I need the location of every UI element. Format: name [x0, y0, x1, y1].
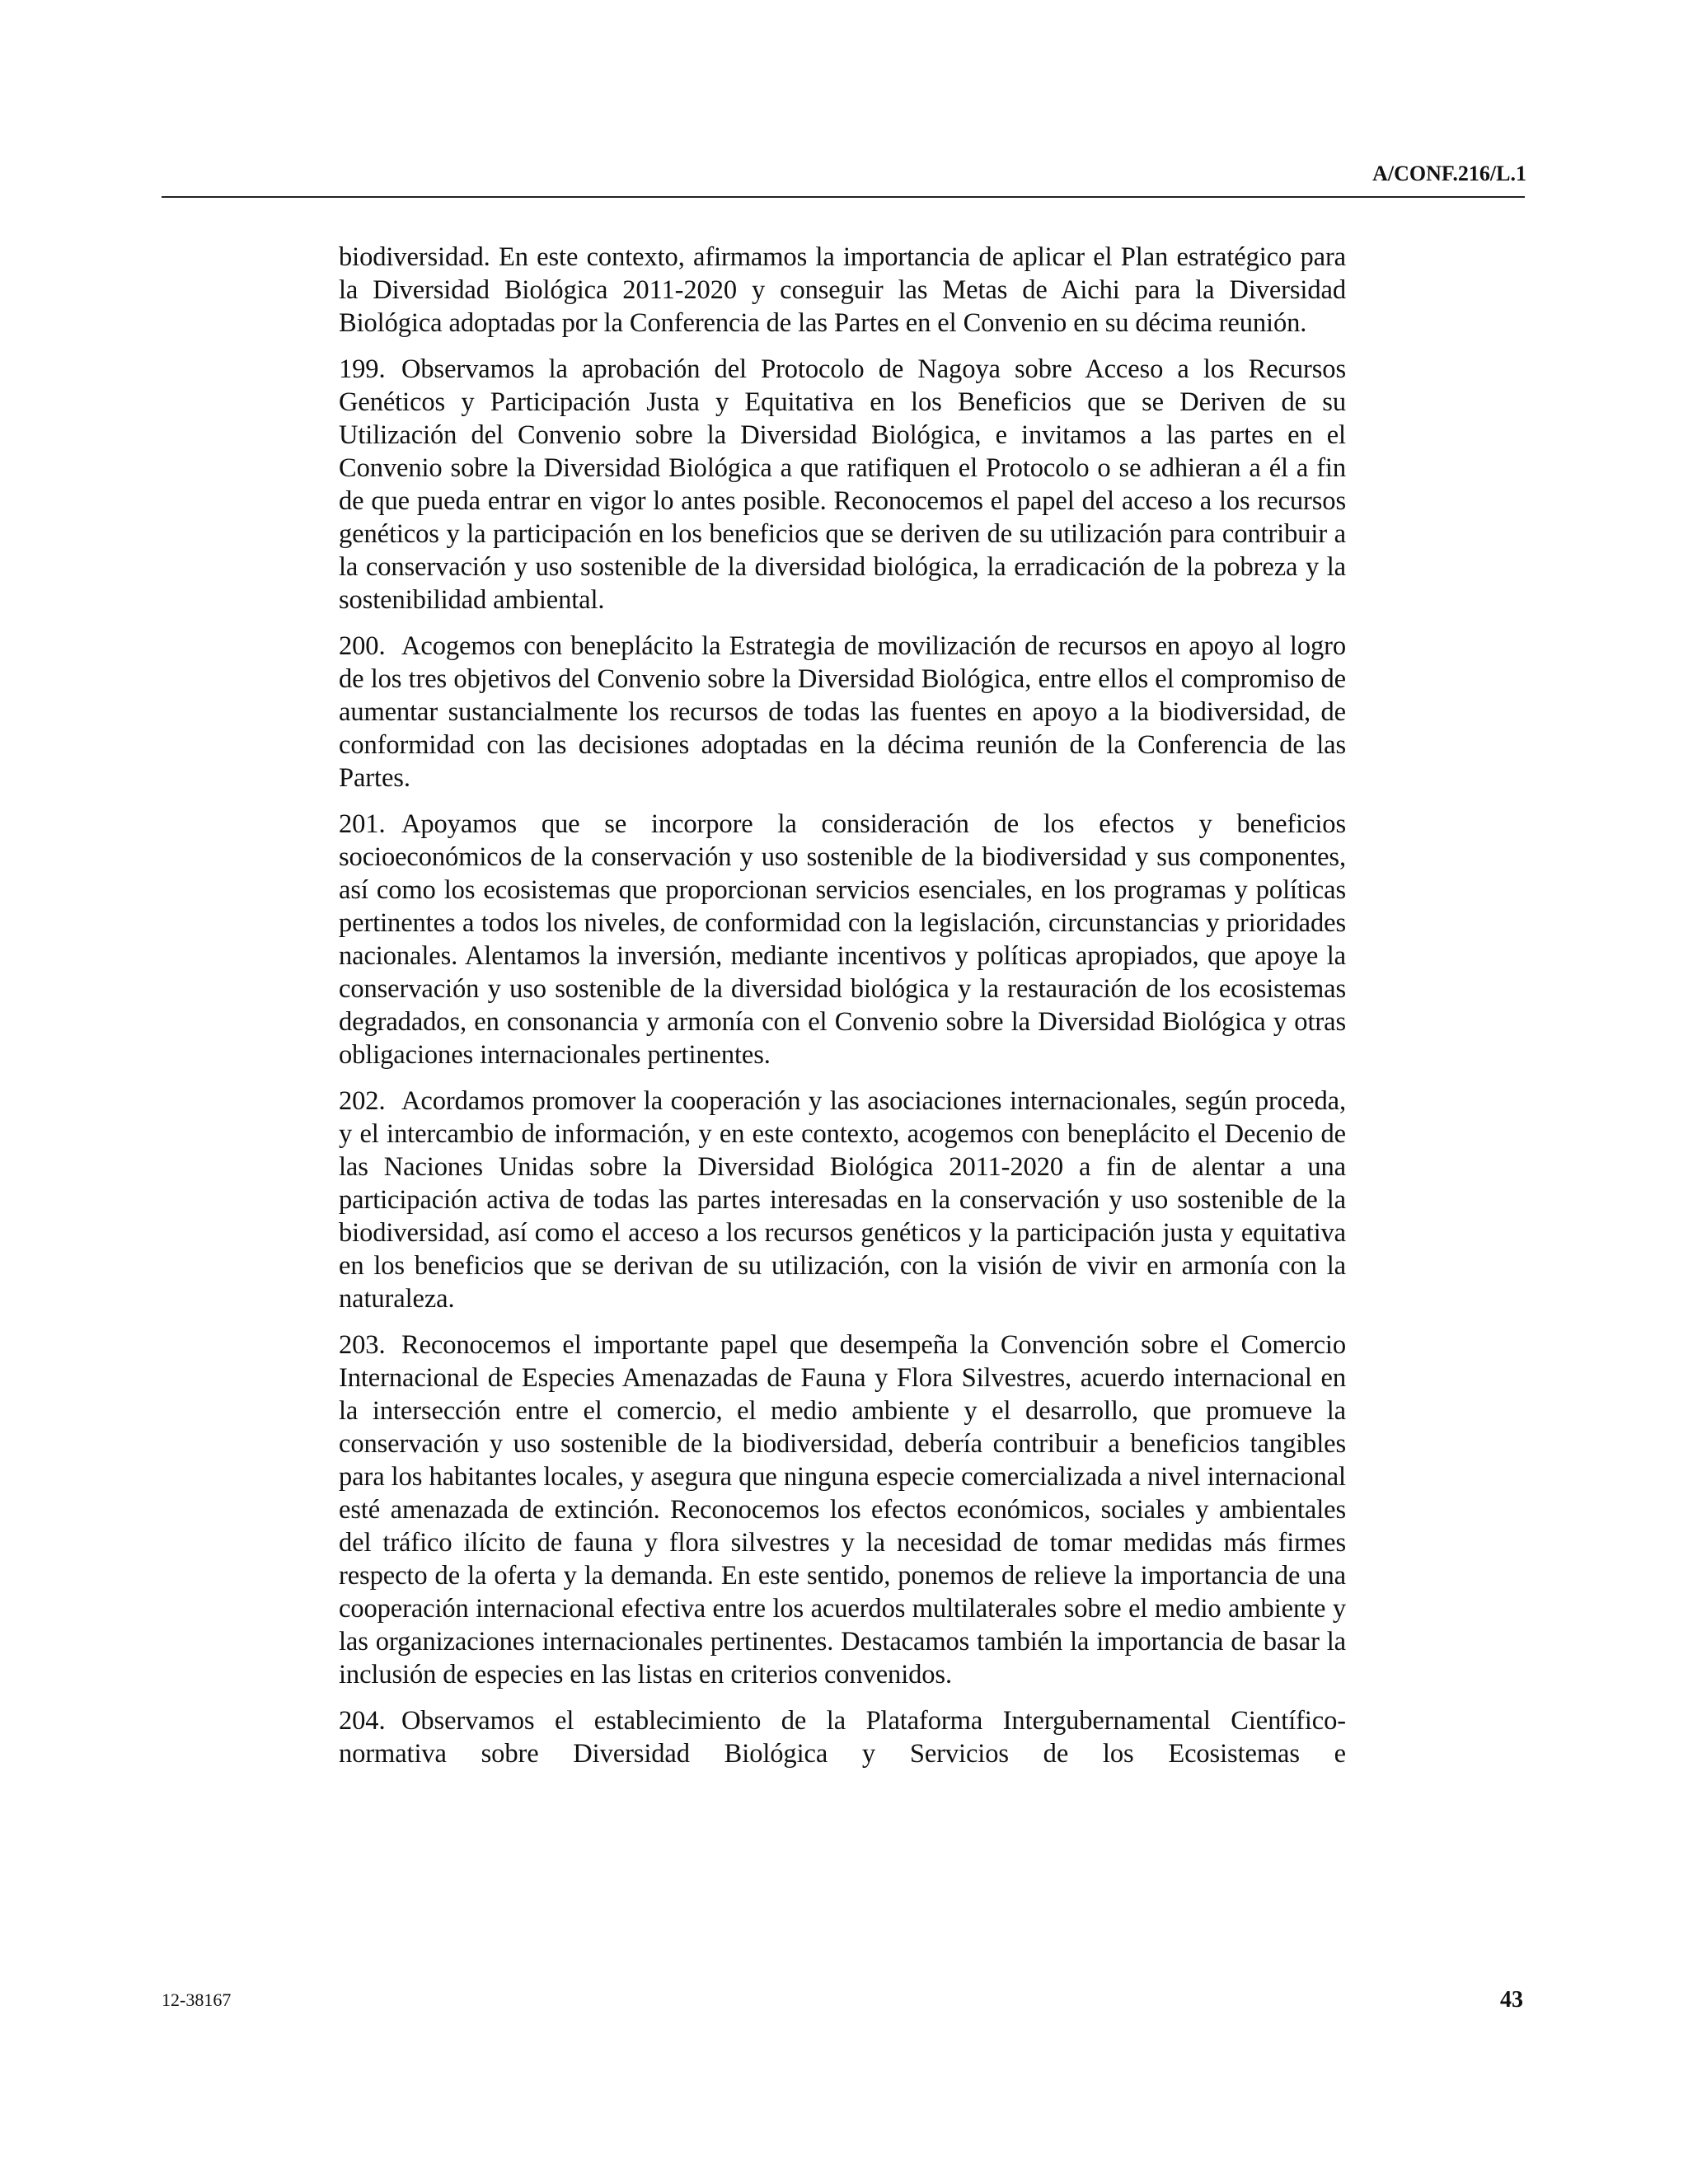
paragraph-text: biodiversidad. En este contexto, afirmamos la importancia de aplicar el Plan estratégico para la Diversidad Biológica 2011-2020 y conseguir las Metas de Aichi para la Diversidad Biológica adoptadas por la Conferencia de las Partes en el Convenio en su décima reunión. — [339, 242, 1346, 338]
document-symbol: A/CONF.216/L.1 — [1372, 162, 1526, 185]
paragraph-number: 199. — [339, 354, 386, 384]
paragraph-text: Acogemos con beneplácito la Estrategia de movilización de recursos en apoyo al logro de los tres objetivos del Convenio sobre la Diversidad Biológica, entre ellos el compromiso de aumentar sustancialmente los recursos de todas las fuentes en apoyo a la biodiversidad, de conformidad con las decisiones adoptadas en la décima reunión de la Conferencia de las Partes. — [339, 631, 1346, 793]
paragraph-202 — [339, 1085, 1346, 1315]
paragraph-text: Apoyamos que se incorpore la consideración de los efectos y beneficios socioeconómicos de la conservación y uso sostenible de la biodiversidad y sus componentes, así como los ecosistemas que proporcionan servicios esenciales, en los programas y políticas pertinentes a todos los niveles, de conformidad con la legislación, circunstancias y prioridades nacionales. Alentamos la inversión, mediante incentivos y políticas apropiados, que apoye la conservación y uso sostenible de la diversidad biológica y la restauración de los ecosistemas degradados, en consonancia y armonía con el Convenio sobre la Diversidad Biológica y otras obligaciones internacionales pertinentes. — [339, 809, 1346, 1070]
header-rule — [162, 196, 1525, 198]
paragraph-number: 201. — [339, 809, 386, 839]
paragraph-text: Acordamos promover la cooperación y las asociaciones internacionales, según proceda, y el intercambio de información, y en este contexto, acogemos con beneplácito el Decenio de las Naciones Unidas sobre la Diversidad Biológica 2011-2020 a fin de alentar a una participación activa de todas las partes interesadas en la conservación y uso sostenible de la biodiversidad, así como el acceso a los recursos genéticos y la participación justa y equitativa en los beneficios que se derivan de su utilización, con la visión de vivir en armonía con la naturaleza. — [339, 1086, 1346, 1314]
paragraph-text: Observamos el establecimiento de la Plataforma Intergubernamental Científico-normativa sobre Diversidad Biológica y Servicios de los Ecosistemas e — [339, 1706, 1346, 1769]
paragraph-201 — [339, 808, 1346, 1071]
paragraph-number: 200. — [339, 631, 386, 661]
document-code: 12-38167 — [162, 1990, 232, 2010]
paragraph-number: 202. — [339, 1086, 386, 1116]
body-text — [339, 241, 1346, 1783]
paragraph-number: 203. — [339, 1330, 386, 1360]
paragraph-text: Reconocemos el importante papel que desempeña la Convención sobre el Comercio Internacional de Especies Amenazadas de Fauna y Flora Silvestres, acuerdo internacional en la intersección entre el comercio, el medio ambiente y el desarrollo, que promueve la conservación y uso sostenible de la biodiversidad, debería contribuir a beneficios tangibles para los habitantes locales, y asegura que ninguna especie comercializada a nivel internacional esté amenazada de extinción. Reconocemos los efectos económicos, sociales y ambientales del tráfico ilícito de fauna y flora silvestres y la necesidad de tomar medidas más firmes respecto de la oferta y la demanda. En este sentido, ponemos de relieve la importancia de una cooperación internacional efectiva entre los acuerdos multilaterales sobre el medio ambiente y las organizaciones internacionales pertinentes. Destacamos también la importancia de basar la inclusión de especies en las listas en criterios convenidos. — [339, 1330, 1346, 1690]
paragraph-200 — [339, 630, 1346, 794]
paragraph-number: 204. — [339, 1706, 386, 1736]
page-number: 43 — [1500, 1987, 1523, 2013]
paragraph-text: Observamos la aprobación del Protocolo de Nagoya sobre Acceso a los Recursos Genéticos y Participación Justa y Equitativa en los Beneficios que se Deriven de su Utilización del Convenio sobre la Diversidad Biológica, e invitamos a las partes en el Convenio sobre la Diversidad Biológica a que ratifiquen el Protocolo o se adhieran a él a fin de que pueda entrar en vigor lo antes posible. Reconocemos el papel del acceso a los recursos genéticos y la participación en los beneficios que se deriven de su utilización para contribuir a la conservación y uso sostenible de la diversidad biológica, la erradicación de la pobreza y la sostenibilidad ambiental. — [339, 354, 1346, 615]
paragraph-continued — [339, 241, 1346, 340]
paragraph-204 — [339, 1704, 1346, 1770]
paragraph-199 — [339, 353, 1346, 616]
paragraph-203 — [339, 1329, 1346, 1691]
